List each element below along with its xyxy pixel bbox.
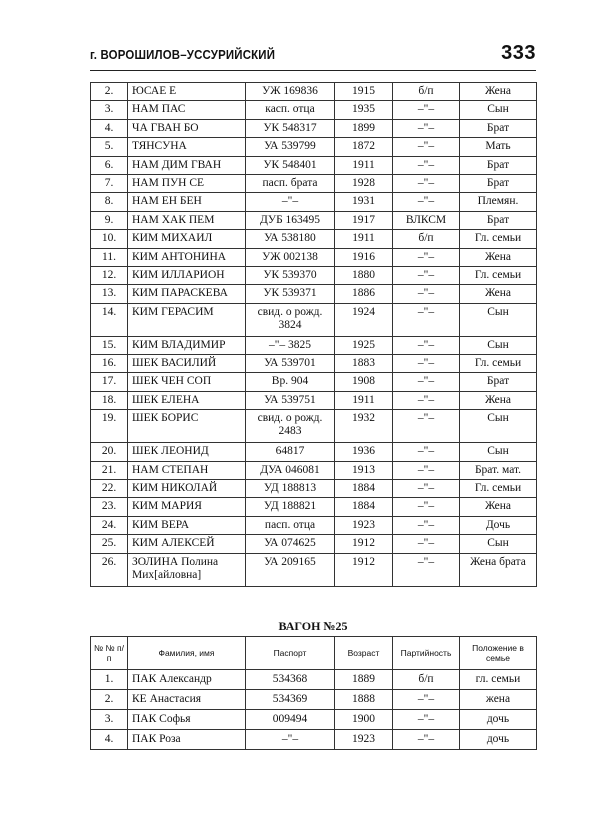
table-row <box>91 285 537 303</box>
party-cell: –"– <box>393 101 460 119</box>
row-number: 4. <box>91 119 128 137</box>
passport-cell: свид. о рожд. 2483 <box>246 410 335 443</box>
table-row <box>91 535 537 553</box>
row-number: 9. <box>91 211 128 229</box>
family-status-cell: Жена <box>460 83 537 101</box>
passport-cell: УД 188813 <box>246 480 335 498</box>
birth-year-cell: 1925 <box>335 336 393 354</box>
family-status-cell: дочь <box>460 730 537 750</box>
person-name: КИМ АЛЕКСЕЙ <box>128 535 246 553</box>
birth-year-cell: 1911 <box>335 156 393 174</box>
person-name: КИМ ВЕРА <box>128 516 246 534</box>
table-row <box>91 248 537 266</box>
person-name: КИМ ВЛАДИМИР <box>128 336 246 354</box>
family-status-cell: Брат <box>460 174 537 192</box>
person-name: КИМ ПАРАСКЕВА <box>128 285 246 303</box>
birth-year-cell: 1932 <box>335 410 393 443</box>
person-name: НАМ СТЕПАН <box>128 461 246 479</box>
birth-year-cell: 1883 <box>335 355 393 373</box>
party-cell: ВЛКСМ <box>393 211 460 229</box>
birth-year-cell: 1917 <box>335 211 393 229</box>
party-cell: –"– <box>393 336 460 354</box>
party-cell: –"– <box>393 174 460 192</box>
family-status-cell: Жена <box>460 248 537 266</box>
person-name: ЧА ГВАН БО <box>128 119 246 137</box>
party-cell: –"– <box>393 373 460 391</box>
passport-cell: пасп. брата <box>246 174 335 192</box>
birth-year-cell: 1911 <box>335 230 393 248</box>
family-status-cell: дочь <box>460 710 537 730</box>
page-number: 333 <box>501 42 536 64</box>
passport-cell: УЖ 002138 <box>246 248 335 266</box>
passport-cell: УА 539751 <box>246 391 335 409</box>
passport-cell: УК 539371 <box>246 285 335 303</box>
party-cell: –"– <box>393 410 460 443</box>
table-row <box>91 138 537 156</box>
passport-cell: УА 209165 <box>246 553 335 586</box>
row-number: 15. <box>91 336 128 354</box>
family-status-cell: Сын <box>460 410 537 443</box>
wagon-25-table-body <box>91 670 537 750</box>
person-name: ШЕК ЕЛЕНА <box>128 391 246 409</box>
person-name: ШЕК ЛЕОНИД <box>128 443 246 461</box>
table-row <box>91 480 537 498</box>
passport-cell: –"– <box>246 730 335 750</box>
passport-cell: УА 539799 <box>246 138 335 156</box>
passport-cell: свид. о рожд. 3824 <box>246 303 335 336</box>
table-row <box>91 174 537 192</box>
table-row <box>91 355 537 373</box>
passport-cell: УД 188821 <box>246 498 335 516</box>
table-header-row <box>91 637 537 670</box>
party-cell: –"– <box>393 391 460 409</box>
family-status-cell: Сын <box>460 303 537 336</box>
table-row <box>91 373 537 391</box>
party-cell: б/п <box>393 83 460 101</box>
birth-year-cell: 1916 <box>335 248 393 266</box>
row-number: 13. <box>91 285 128 303</box>
birth-year-cell: 1924 <box>335 303 393 336</box>
passport-cell: Вр. 904 <box>246 373 335 391</box>
row-number: 14. <box>91 303 128 336</box>
birth-year-cell: 1912 <box>335 553 393 586</box>
table-row <box>91 730 537 750</box>
row-number: 8. <box>91 193 128 211</box>
passport-cell: УК 548317 <box>246 119 335 137</box>
person-name: ЗОЛИНА Полина Мих[айловна] <box>128 553 246 586</box>
passport-cell: ДУА 046081 <box>246 461 335 479</box>
passport-cell: касп. отца <box>246 101 335 119</box>
passport-cell: УК 548401 <box>246 156 335 174</box>
birth-year-cell: 1908 <box>335 373 393 391</box>
row-number: 21. <box>91 461 128 479</box>
family-status-cell: Жена <box>460 285 537 303</box>
row-number: 6. <box>91 156 128 174</box>
person-name: НАМ ПУН СЕ <box>128 174 246 192</box>
family-status-cell: Брат <box>460 119 537 137</box>
row-number: 16. <box>91 355 128 373</box>
person-name: ПАК Софья <box>128 710 246 730</box>
row-number: 1. <box>91 670 128 690</box>
party-cell: –"– <box>393 461 460 479</box>
page-header <box>90 42 536 71</box>
table-row <box>91 230 537 248</box>
family-status-cell: Гл. семьи <box>460 355 537 373</box>
birth-year-cell: 1872 <box>335 138 393 156</box>
birth-year-cell: 1889 <box>335 670 393 690</box>
birth-year-cell: 1911 <box>335 391 393 409</box>
wagon-25-table <box>90 636 537 750</box>
party-cell: –"– <box>393 443 460 461</box>
passport-cell: 534368 <box>246 670 335 690</box>
person-name: НАМ ЕН БЕН <box>128 193 246 211</box>
person-name: ЮСАЕ Е <box>128 83 246 101</box>
row-number: 11. <box>91 248 128 266</box>
table-row <box>91 690 537 710</box>
table-row <box>91 461 537 479</box>
row-number: 23. <box>91 498 128 516</box>
birth-year-cell: 1928 <box>335 174 393 192</box>
row-number: 4. <box>91 730 128 750</box>
party-cell: –"– <box>393 138 460 156</box>
family-status-cell: Племян. <box>460 193 537 211</box>
section-title: ВАГОН №25 <box>278 619 348 633</box>
table-row <box>91 443 537 461</box>
birth-year-cell: 1913 <box>335 461 393 479</box>
birth-year-cell: 1884 <box>335 498 393 516</box>
table-row <box>91 211 537 229</box>
row-number: 19. <box>91 410 128 443</box>
running-title: г. ВОРОШИЛОВ–УССУРИЙСКИЙ <box>90 47 276 62</box>
person-name: ПАК Роза <box>128 730 246 750</box>
person-name: КИМ ГЕРАСИМ <box>128 303 246 336</box>
passport-cell: УК 539370 <box>246 266 335 284</box>
party-cell: –"– <box>393 690 460 710</box>
passport-cell: 009494 <box>246 710 335 730</box>
family-status-cell: Брат <box>460 211 537 229</box>
row-number: 7. <box>91 174 128 192</box>
family-status-cell: Сын <box>460 443 537 461</box>
passenger-table-body <box>91 83 537 587</box>
birth-year-cell: 1935 <box>335 101 393 119</box>
passport-cell: УА 539701 <box>246 355 335 373</box>
person-name: КИМ АНТОНИНА <box>128 248 246 266</box>
party-cell: –"– <box>393 156 460 174</box>
family-status-cell: Жена <box>460 498 537 516</box>
col-header-name: Фамилия, имя <box>128 637 246 670</box>
family-status-cell: Гл. семьи <box>460 230 537 248</box>
passport-cell: 534369 <box>246 690 335 710</box>
person-name: НАМ ДИМ ГВАН <box>128 156 246 174</box>
party-cell: –"– <box>393 535 460 553</box>
family-status-cell: Дочь <box>460 516 537 534</box>
party-cell: –"– <box>393 553 460 586</box>
col-header-family-status: Положение в семье <box>460 637 537 670</box>
passport-cell: УА 538180 <box>246 230 335 248</box>
birth-year-cell: 1936 <box>335 443 393 461</box>
person-name: ШЕК ЧЕН СОП <box>128 373 246 391</box>
passport-cell: пасп. отца <box>246 516 335 534</box>
row-number: 2. <box>91 690 128 710</box>
family-status-cell: жена <box>460 690 537 710</box>
person-name: ШЕК ВАСИЛИЙ <box>128 355 246 373</box>
family-status-cell: Сын <box>460 535 537 553</box>
row-number: 26. <box>91 553 128 586</box>
party-cell: –"– <box>393 303 460 336</box>
birth-year-cell: 1915 <box>335 83 393 101</box>
table-row <box>91 303 537 336</box>
table-row <box>91 410 537 443</box>
table-row <box>91 336 537 354</box>
person-name: КИМ МАРИЯ <box>128 498 246 516</box>
party-cell: –"– <box>393 516 460 534</box>
family-status-cell: Гл. семьи <box>460 266 537 284</box>
family-status-cell: Брат <box>460 156 537 174</box>
table-row <box>91 391 537 409</box>
col-header-party: Партийность <box>393 637 460 670</box>
table-row <box>91 101 537 119</box>
row-number: 3. <box>91 710 128 730</box>
passport-cell: –"– 3825 <box>246 336 335 354</box>
birth-year-cell: 1923 <box>335 516 393 534</box>
family-status-cell: Мать <box>460 138 537 156</box>
table-row <box>91 193 537 211</box>
table-row <box>91 498 537 516</box>
row-number: 5. <box>91 138 128 156</box>
party-cell: –"– <box>393 266 460 284</box>
col-header-number: № № п/п <box>91 637 128 670</box>
family-status-cell: Гл. семьи <box>460 480 537 498</box>
family-status-cell: Сын <box>460 101 537 119</box>
family-status-cell: Сын <box>460 336 537 354</box>
passport-cell: –"– <box>246 193 335 211</box>
family-status-cell: Брат. мат. <box>460 461 537 479</box>
party-cell: –"– <box>393 730 460 750</box>
party-cell: –"– <box>393 355 460 373</box>
person-name: ШЕК БОРИС <box>128 410 246 443</box>
person-name: КИМ МИХАИЛ <box>128 230 246 248</box>
row-number: 22. <box>91 480 128 498</box>
col-header-passport: Паспорт <box>246 637 335 670</box>
person-name: ПАК Александр <box>128 670 246 690</box>
person-name: КИМ ИЛЛАРИОН <box>128 266 246 284</box>
birth-year-cell: 1923 <box>335 730 393 750</box>
col-header-age: Возраст <box>335 637 393 670</box>
birth-year-cell: 1880 <box>335 266 393 284</box>
row-number: 24. <box>91 516 128 534</box>
row-number: 18. <box>91 391 128 409</box>
birth-year-cell: 1912 <box>335 535 393 553</box>
party-cell: б/п <box>393 230 460 248</box>
row-number: 25. <box>91 535 128 553</box>
birth-year-cell: 1899 <box>335 119 393 137</box>
table-row <box>91 266 537 284</box>
party-cell: –"– <box>393 498 460 516</box>
person-name: НАМ ХАК ПЕМ <box>128 211 246 229</box>
passport-cell: УА 074625 <box>246 535 335 553</box>
birth-year-cell: 1888 <box>335 690 393 710</box>
row-number: 20. <box>91 443 128 461</box>
birth-year-cell: 1900 <box>335 710 393 730</box>
row-number: 17. <box>91 373 128 391</box>
row-number: 3. <box>91 101 128 119</box>
passport-cell: 64817 <box>246 443 335 461</box>
party-cell: –"– <box>393 480 460 498</box>
family-status-cell: гл. семьи <box>460 670 537 690</box>
table-row <box>91 553 537 586</box>
table-row <box>91 516 537 534</box>
row-number: 10. <box>91 230 128 248</box>
party-cell: б/п <box>393 670 460 690</box>
birth-year-cell: 1931 <box>335 193 393 211</box>
birth-year-cell: 1884 <box>335 480 393 498</box>
birth-year-cell: 1886 <box>335 285 393 303</box>
party-cell: –"– <box>393 119 460 137</box>
table-row <box>91 710 537 730</box>
person-name: ТЯНСУНА <box>128 138 246 156</box>
person-name: КЕ Анастасия <box>128 690 246 710</box>
passport-cell: ДУБ 163495 <box>246 211 335 229</box>
family-status-cell: Брат <box>460 373 537 391</box>
family-status-cell: Жена <box>460 391 537 409</box>
party-cell: –"– <box>393 285 460 303</box>
party-cell: –"– <box>393 710 460 730</box>
table-row <box>91 156 537 174</box>
party-cell: –"– <box>393 248 460 266</box>
party-cell: –"– <box>393 193 460 211</box>
passport-cell: УЖ 169836 <box>246 83 335 101</box>
passenger-table <box>90 82 537 587</box>
table-row <box>91 119 537 137</box>
row-number: 2. <box>91 83 128 101</box>
person-name: НАМ ПАС <box>128 101 246 119</box>
table-row <box>91 670 537 690</box>
person-name: КИМ НИКОЛАЙ <box>128 480 246 498</box>
table-row <box>91 83 537 101</box>
row-number: 12. <box>91 266 128 284</box>
family-status-cell: Жена брата <box>460 553 537 586</box>
